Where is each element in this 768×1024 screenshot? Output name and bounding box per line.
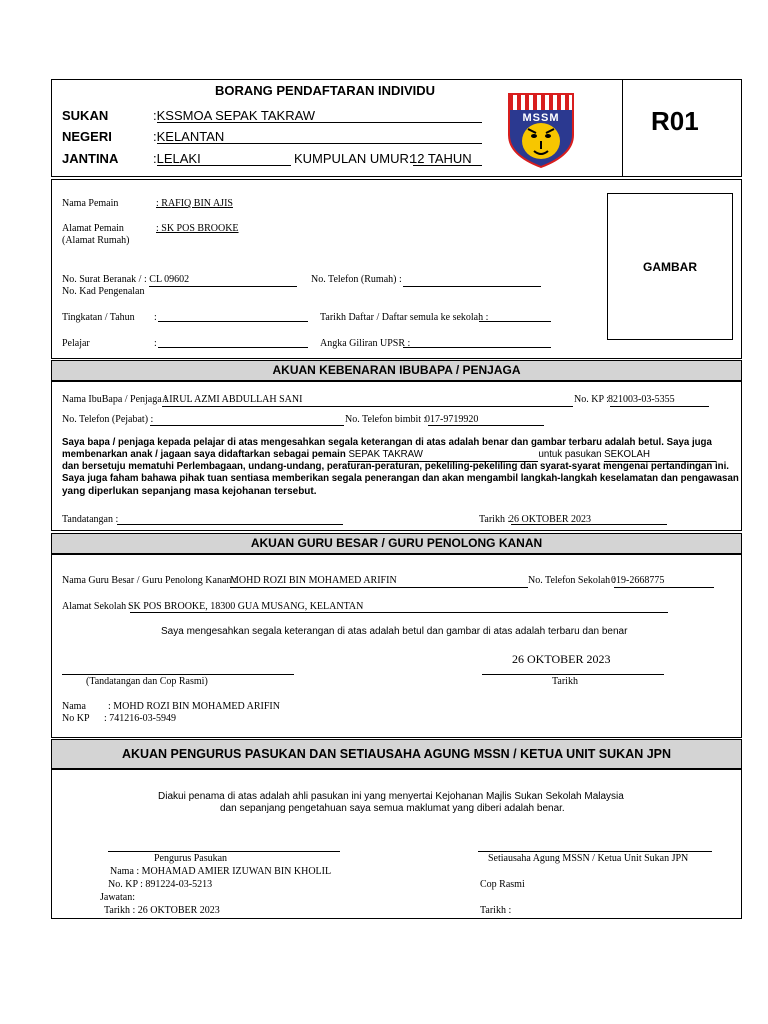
- setiausaha-cop-label: Cop Rasmi: [480, 879, 525, 890]
- tel-bimbit-label: No. Telefon bimbit :: [345, 414, 427, 425]
- ibubapa-pasukan-value: SEKOLAH: [604, 449, 716, 462]
- tel-sekolah-underline: [614, 587, 714, 588]
- guru-date: 26 OKTOBER 2023: [512, 652, 611, 666]
- ibubapa-para-2a: membenarkan anak / jagaan saya didaftarkan sebagai pemain: [62, 449, 349, 460]
- alamat-pemain-label: Alamat Pemain: [62, 223, 124, 234]
- mssm-logo: [506, 91, 576, 169]
- tarikh-ibubapa-value: 26 OKTOBER 2023: [509, 514, 592, 525]
- nama-pemain-label: Nama Pemain: [62, 198, 119, 209]
- pelajar-label: Pelajar: [62, 338, 90, 349]
- pengurus-signature-line: [108, 851, 340, 852]
- alamat-sekolah-value: SK POS BROOKE, 18300 GUA MUSANG, KELANTAN: [128, 601, 364, 612]
- telefon-rumah-underline: [403, 286, 541, 287]
- nama-pemain-value: : RAFIQ BIN AJIS: [156, 198, 233, 209]
- tarikh-daftar-label: Tarikh Daftar / Daftar semula ke sekolah :: [320, 312, 489, 323]
- pelajar-underline: [158, 347, 308, 348]
- pengurus-tarikh: Tarikh : 26 OKTOBER 2023: [104, 905, 220, 916]
- pelajar-colon: :: [154, 338, 157, 349]
- sukan-underline: [157, 122, 482, 123]
- jantina-value: :LELAKI: [153, 151, 201, 166]
- nama-ibubapa-label: Nama IbuBapa / Penjaga :: [62, 394, 167, 405]
- tel-sekolah-value: 019-2668775: [611, 575, 665, 586]
- angka-giliran-label: Angka Giliran UPSR :: [320, 338, 411, 349]
- surat-beranak-label: No. Surat Beranak /: [62, 274, 142, 285]
- tandatangan-ibubapa-label: Tandatangan :: [62, 514, 119, 525]
- kp-ibubapa-label: No. KP :: [574, 394, 609, 405]
- form-code: R01: [651, 106, 699, 136]
- ibubapa-para-1: Saya bapa / penjaga kepada pelajar di atas mengesahkan segala keterangan di atas adalah benar dan gambar terbaru adalah betul. Saya juga: [62, 437, 712, 448]
- pengurus-jawatan: Jawatan:: [100, 892, 135, 903]
- tel-pejabat-underline: [150, 425, 344, 426]
- sukan-label: SUKAN: [62, 108, 109, 123]
- kumpulan-underline: [413, 165, 482, 166]
- ibubapa-para-5: yang diperlukan sepanjang masa kejohanan tersebut.: [62, 486, 317, 497]
- guru-section-title: AKUAN GURU BESAR / GURU PENOLONG KANAN: [250, 536, 543, 550]
- sukan-value: :KSSMOA SEPAK TAKRAW: [153, 108, 316, 123]
- mssm-logo-text: MSSM: [522, 112, 560, 124]
- alamat-sekolah-label: Alamat Sekolah :: [62, 601, 132, 612]
- guru-kp-row-value: : 741216-03-5949: [104, 713, 176, 724]
- alamat-sekolah-underline: [130, 612, 668, 613]
- tarikh-ibubapa-label: Tarikh :: [479, 514, 511, 525]
- negeri-value: :KELANTAN: [153, 129, 225, 144]
- guru-section-header: [51, 533, 742, 554]
- form-title: BORANG PENDAFTARAN INDIVIDU: [215, 83, 436, 98]
- guru-statement: Saya mengesahkan segala keterangan di atas adalah betul dan gambar di atas adalah terbaru dan benar: [161, 626, 628, 637]
- tingkatan-underline: [158, 321, 308, 322]
- tel-bimbit-value: 017-9719920: [425, 414, 479, 425]
- guru-signature-line: [62, 674, 294, 675]
- tingkatan-label: Tingkatan / Tahun: [62, 312, 135, 323]
- guru-kp-row-label: No KP: [62, 713, 90, 724]
- alamat-pemain-value: : SK POS BROOKE: [156, 223, 239, 234]
- alamat-pemain-sub: (Alamat Rumah): [62, 235, 130, 246]
- nama-ibubapa-underline: [162, 406, 573, 407]
- ibubapa-para-4: Saya juga faham bahawa pihak tuan sentiasa memberikan segala penerangan dan akan mengambil langkah-langkah keselamatan dan pengawasan: [62, 473, 739, 484]
- tandatangan-ibubapa-underline: [117, 524, 343, 525]
- nama-ibubapa-value: AIRUL AZMI ABDULLAH SANI: [162, 394, 303, 405]
- pengurus-section-header: [51, 739, 742, 769]
- guru-tarikh-label: Tarikh: [552, 676, 578, 687]
- negeri-label: NEGERI: [62, 129, 112, 144]
- tingkatan-colon: :: [154, 312, 157, 323]
- tarikh-ibubapa-underline: [511, 524, 667, 525]
- jantina-underline: [157, 165, 291, 166]
- kumpulan-value: 12 TAHUN: [410, 151, 472, 166]
- nama-guru-underline: [230, 587, 528, 588]
- tel-sekolah-label: No. Telefon Sekolah :: [528, 575, 616, 586]
- pengurus-nama: Nama : MOHAMAD AMIER IZUWAN BIN KHOLIL: [110, 866, 332, 877]
- negeri-underline: [157, 143, 482, 144]
- surat-beranak-value: : CL 09602: [144, 274, 190, 285]
- nama-guru-value: MOHD ROZI BIN MOHAMED ARIFIN: [230, 575, 397, 586]
- photo-label: GAMBAR: [643, 260, 697, 274]
- header-divider: [622, 79, 623, 177]
- angka-giliran-underline: [403, 347, 551, 348]
- tel-bimbit-underline: [428, 425, 544, 426]
- ibubapa-section-title: AKUAN KEBENARAN IBUBAPA / PENJAGA: [272, 363, 521, 377]
- guru-nama-row-label: Nama: [62, 701, 86, 712]
- ibubapa-section-header: [51, 360, 742, 381]
- guru-cop-label: (Tandatangan dan Cop Rasmi): [86, 676, 208, 687]
- tarikh-daftar-underline: [479, 321, 551, 322]
- ibubapa-para-2b: untuk pasukan: [538, 449, 605, 460]
- kad-pengenalan-label: No. Kad Pengenalan: [62, 286, 145, 297]
- kp-ibubapa-underline: [610, 406, 709, 407]
- kumpulan-label: KUMPULAN UMUR:: [294, 151, 413, 166]
- guru-tarikh-line: [482, 674, 664, 675]
- pengurus-section-title: AKUAN PENGURUS PASUKAN DAN SETIAUSAHA AGUNG MSSN / KETUA UNIT SUKAN JPN: [121, 747, 672, 761]
- kp-ibubapa-value: 821003-03-5355: [608, 394, 675, 405]
- nama-guru-label: Nama Guru Besar / Guru Penolong Kanan :: [62, 575, 237, 586]
- ibubapa-para-3: dan bersetuju mematuhi Perlembagaan, undang-undang, peraturan-peraturan, pekeliling-pekeliling dan syarat-syarat mengenai pertandingan ini.: [62, 461, 729, 472]
- jantina-label: JANTINA: [62, 151, 119, 166]
- setiausaha-label: Setiausaha Agung MSSN / Ketua Unit Sukan JPN: [488, 853, 689, 864]
- pengurus-label: Pengurus Pasukan: [154, 853, 228, 864]
- tel-pejabat-label: No. Telefon (Pejabat) :: [62, 414, 154, 425]
- surat-beranak-underline: [149, 286, 297, 287]
- ibubapa-sukan-value: SEPAK TAKRAW: [348, 449, 538, 462]
- guru-nama-row-value: : MOHD ROZI BIN MOHAMED ARIFIN: [108, 701, 280, 712]
- pengurus-kp: No. KP : 891224-03-5213: [108, 879, 213, 890]
- setiausaha-tarikh: Tarikh :: [480, 905, 512, 916]
- pengurus-statement-1: Diakui penama di atas adalah ahli pasukan ini yang menyertai Kejohanan Majlis Sukan Sekolah Malaysia: [158, 791, 624, 802]
- pengurus-statement-2: dan sepanjang pengetahuan saya semua maklumat yang diberi adalah benar.: [220, 803, 565, 814]
- setiausaha-signature-line: [478, 851, 712, 852]
- telefon-rumah-label: No. Telefon (Rumah) :: [311, 274, 402, 285]
